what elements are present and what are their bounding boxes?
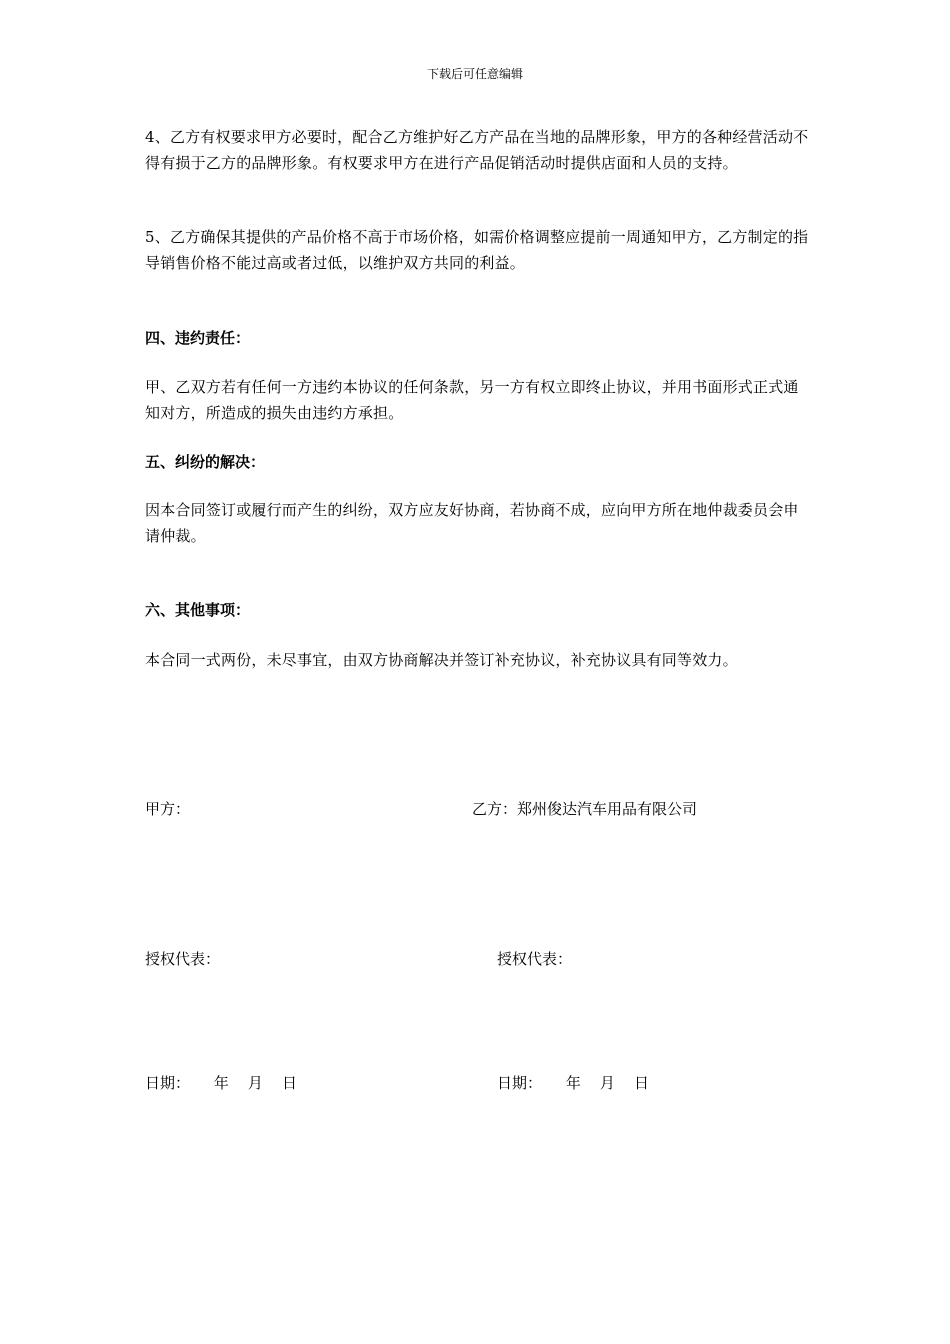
party-a-representative: 授权代表： (145, 950, 221, 968)
page-header: 下载后可任意编辑 (426, 67, 523, 81)
party-b-representative: 授权代表： (497, 950, 573, 968)
party-b-date: 日期： 年 月 日 (497, 1074, 649, 1092)
clause-4: 4、乙方有权要求甲方必要时，配合乙方维护好乙方产品在当地的品牌形象，甲方的各种经营活动不得有损于乙方的品牌形象。有权要求甲方在进行产品促销活动时提供店面和人员的支持。 (145, 128, 809, 172)
party-a-label: 甲方： (145, 800, 191, 818)
section-5-body: 因本合同签订或履行而产生的纠纷，双方应友好协商，若协商不成，应向甲方所在地仲裁委员会申请仲裁。 (145, 501, 799, 545)
section-4-heading: 四、违约责任： (145, 329, 251, 347)
section-5-heading: 五、纠纷的解决： (145, 453, 266, 471)
section-6-body: 本合同一式两份，未尽事宜，由双方协商解决并签订补充协议，补充协议具有同等效力。 (145, 651, 738, 669)
section-4-body: 甲、乙双方若有任何一方违约本协议的任何条款，另一方有权立即终止协议，并用书面形式正式通知对方，所造成的损失由违约方承担。 (145, 378, 799, 422)
section-6-heading: 六、其他事项： (145, 601, 251, 619)
party-a-date: 日期： 年 月 日 (145, 1074, 297, 1092)
party-b-label: 乙方：郑州俊达汽车用品有限公司 (472, 800, 698, 818)
clause-5: 5、乙方确保其提供的产品价格不高于市场价格，如需价格调整应提前一周通知甲方，乙方制定的指导销售价格不能过高或者过低，以维护双方共同的利益。 (145, 228, 809, 272)
